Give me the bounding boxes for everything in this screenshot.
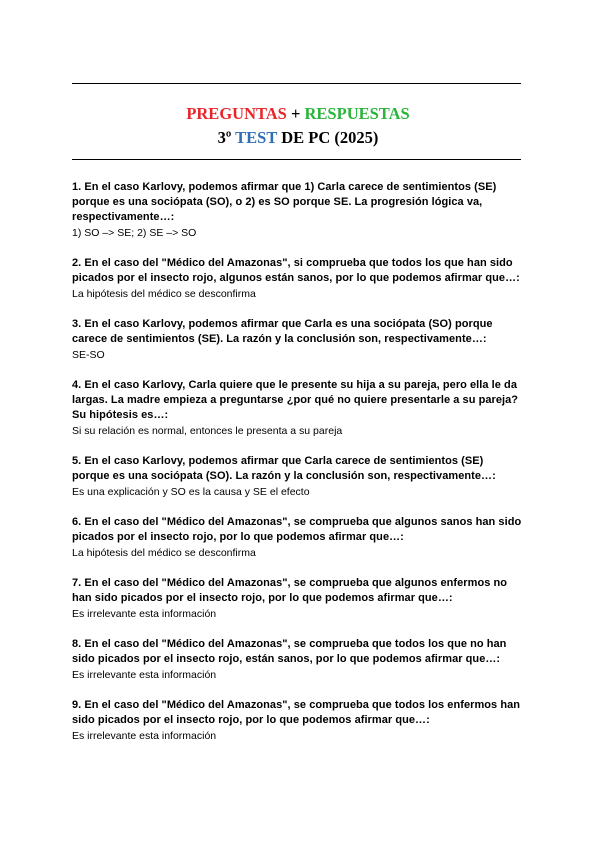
answer-text: SE-SO <box>72 349 105 361</box>
question-text: 7. En el caso del "Médico del Amazonas", se comprueba que algunos enfermos no han sido picados por el insecto rojo, por lo que podemos afirmar que…: <box>72 577 508 604</box>
subtitle-number: 3º <box>217 128 236 147</box>
question-item <box>72 698 524 743</box>
top-divider <box>72 83 521 84</box>
question-text: 4. En el caso Karlovy, Carla quiere que le presente su hija a su pareja, pero ella le da largas. La madre empieza a preguntarse ¿por qué no quiere presentarle a su pareja? Su hipótesis es…: <box>72 379 519 421</box>
question-text: 6. En el caso del "Médico del Amazonas", se comprueba que algunos sanos han sido picados por el insecto rojo, por lo que podemos afirmar que…: <box>72 516 522 543</box>
answer-text: Es irrelevante esta información <box>72 608 217 620</box>
question-text: 5. En el caso Karlovy, podemos afirmar que Carla carece de sentimientos (SE) porque es una sociópata (SO). La razón y la conclusión son, respectivamente…: <box>72 455 496 482</box>
question-item <box>72 256 524 301</box>
document-page <box>72 0 524 759</box>
title-respuestas: RESPUESTAS <box>304 104 410 123</box>
answer-text: La hipótesis del médico se desconfirma <box>72 547 256 559</box>
question-text: 9. En el caso del "Médico del Amazonas", se comprueba que todos los enfermos han sido picados por el insecto rojo, por lo que podemos afirmar que…: <box>72 699 521 726</box>
bottom-divider <box>72 159 521 160</box>
answer-text: La hipótesis del médico se desconfirma <box>72 288 256 300</box>
question-item <box>72 454 524 499</box>
subtitle-test: TEST <box>235 128 278 147</box>
answer-text: Si su relación es normal, entonces le presenta a su pareja <box>72 425 343 437</box>
answer-text: Es irrelevante esta información <box>72 669 217 681</box>
question-item <box>72 637 524 682</box>
question-item <box>72 317 524 362</box>
question-text: 1. En el caso Karlovy, podemos afirmar que 1) Carla carece de sentimientos (SE) porque es una sociópata (SO), o 2) es SO porque SE. La progresión lógica va, respectivamente…: <box>72 181 497 223</box>
title-block <box>72 102 524 150</box>
questions-list <box>72 180 524 743</box>
answer-text: Es una explicación y SO es la causa y SE el efecto <box>72 486 310 498</box>
question-item <box>72 180 524 240</box>
question-item <box>72 378 524 438</box>
page-title <box>72 102 524 126</box>
question-text: 8. En el caso del "Médico del Amazonas", se comprueba que todos los que no han sido picados por el insecto rojo, están sanos, por lo que podemos afirmar que…: <box>72 638 507 665</box>
title-preguntas: PREGUNTAS <box>186 104 287 123</box>
subtitle-rest: DE PC (2025) <box>277 128 379 147</box>
question-text: 3. En el caso Karlovy, podemos afirmar que Carla es una sociópata (SO) porque carece de sentimientos (SE). La razón y la conclusión son, respectivamente…: <box>72 318 493 345</box>
question-item <box>72 576 524 621</box>
title-plus: + <box>286 104 305 123</box>
page-subtitle <box>72 126 524 150</box>
question-item <box>72 515 524 560</box>
answer-text: Es irrelevante esta información <box>72 730 217 742</box>
answer-text: 1) SO –> SE; 2) SE –> SO <box>72 227 197 239</box>
question-text: 2. En el caso del "Médico del Amazonas", si comprueba que todos los que han sido picados por el insecto rojo, algunos están sanos, por lo que podemos afirmar que…: <box>72 257 520 284</box>
